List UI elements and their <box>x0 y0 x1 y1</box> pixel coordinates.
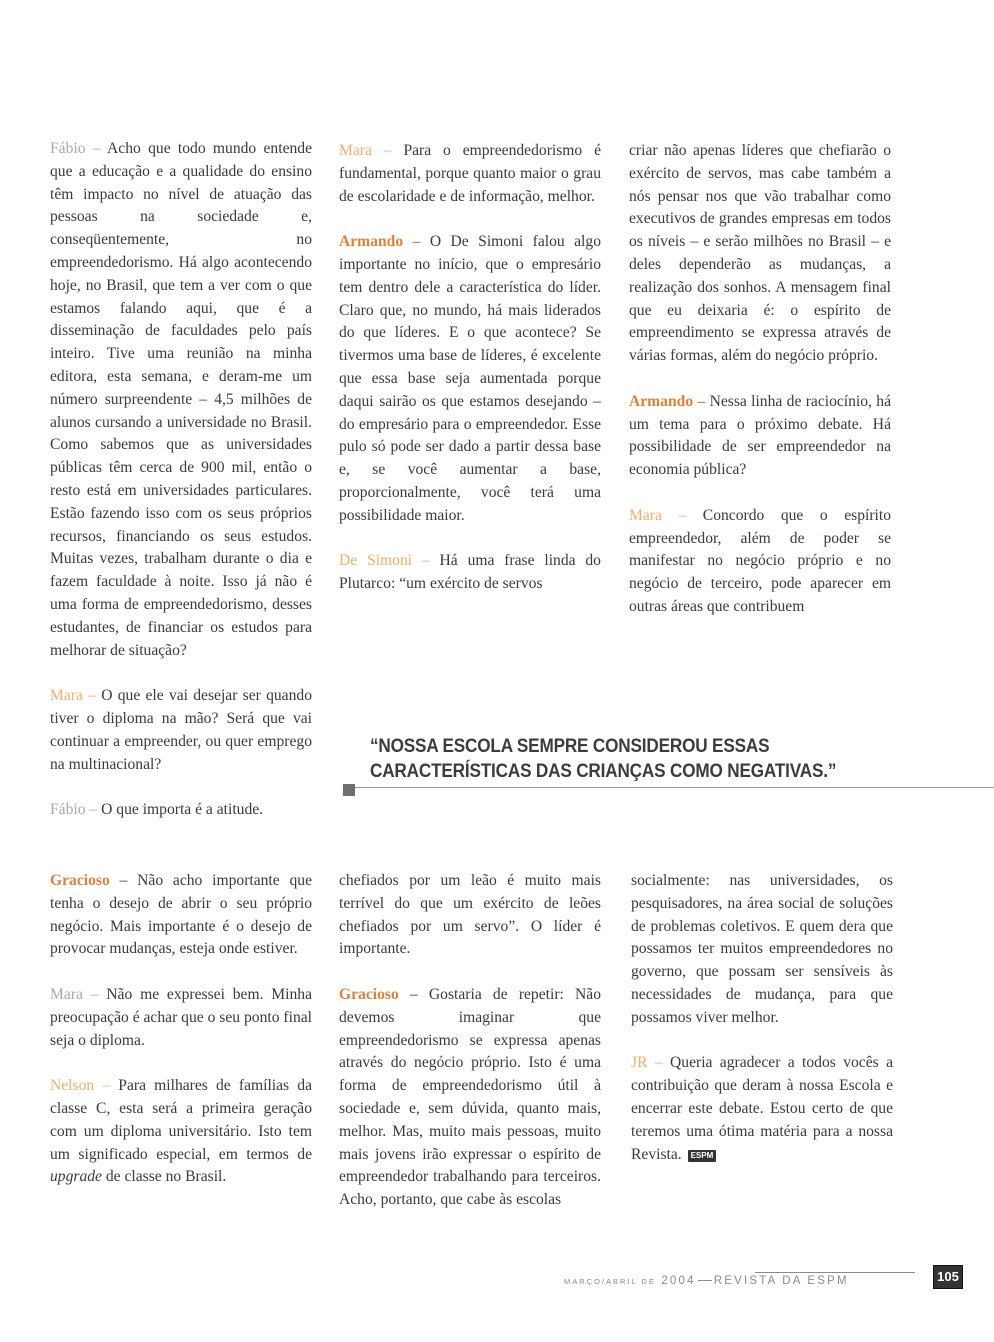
paragraph-mara-1 <box>50 685 312 776</box>
paragraph-fabio-1 <box>50 138 312 662</box>
speaker-name: Nelson <box>50 1077 95 1095</box>
pull-quote-line-2: CARACTERÍSTICAS DAS CRIANÇAS COMO NEGATIVAS.” <box>370 760 837 782</box>
paragraph-text-end: de classe no Brasil. <box>101 1168 227 1186</box>
speaker-name: Gracioso <box>339 985 399 1003</box>
speaker-separator: – <box>82 985 107 1003</box>
speaker-separator: – <box>82 687 102 705</box>
footer-dash <box>698 1280 712 1281</box>
paragraph-text: Não me expressei bem. Minha preocupação é achar que o seu ponto final seja o diploma. <box>50 985 312 1049</box>
paragraph-text: Gostaria de repetir: Não devemos imaginar que empreendedorismo se expressa apenas através do negócio próprio. Isto é uma forma de empreendedorismo útil à sociedade e, sem dúvida, quanto mais, melhor. Mas, muito mais pessoas, muito mais jovens irão expressar o espírito de empreendedor trabalhando para terceiros. Acho, portanto, que cabe às escolas <box>339 985 601 1209</box>
paragraph-armando-2 <box>629 391 891 482</box>
speaker-name: Armando <box>339 233 404 251</box>
paragraph-text: criar não apenas líderes que chefiarão o exército de servos, mas cabe também a nós pensar nos que vão trabalhar como executivos de grandes empresas em todos os níveis – e serão milhões no Brasil – e deles dependerão as mudanças, a realização dos sonhos. A mensagem final que eu deixaria é: o espírito de empreendimento se expressa através de várias formas, além do negócio próprio. <box>629 142 891 365</box>
speaker-separator: – <box>661 506 703 524</box>
column-2-top <box>339 140 601 619</box>
pull-quote-rule <box>343 787 994 788</box>
pull-quote-line-1: “NOSSA ESCOLA SEMPRE CONSIDEROU ESSAS <box>370 735 770 757</box>
speaker-separator: – <box>85 140 108 157</box>
paragraph-text: Não acho importante que tenha o desejo de abrir o seu próprio negócio. Mais importante é o desejo de provocar mudanças, esteja onde estiver. <box>50 872 312 958</box>
emphasis-text: upgrade <box>50 1168 102 1186</box>
paragraph-continuation-3 <box>629 140 891 368</box>
speaker-separator: – <box>371 142 404 159</box>
paragraph-text: O que ele vai desejar ser quando tiver o diploma na mão? Será que vai continuar a empreender, ou quer emprego na multinacional? <box>50 687 312 773</box>
pull-quote <box>370 734 863 784</box>
footer-issue: MARÇO/ABRIL DE <box>564 1277 656 1286</box>
espm-end-logo: ESPM <box>688 1150 717 1162</box>
column-3-bottom <box>631 870 893 1189</box>
paragraph-text: Nessa linha de raciocínio, há um tema para o próximo debate. Há possibilidade de ser empreendedor na economia pública? <box>629 392 891 479</box>
page-number: 105 <box>933 1265 963 1289</box>
paragraph-text: socialmente: nas universidades, os pesquisadores, na área social de soluções de problemas coletivos. E quem dera que possamos ter muitos empreendedores no governo, que possam ser sensíveis às necessidades de mudança, para que possamos viver melhor. <box>631 872 893 1026</box>
speaker-name: Armando <box>629 392 694 410</box>
footer-rule <box>755 1272 915 1273</box>
paragraph-continuation-2 <box>339 870 601 961</box>
column-2-bottom <box>339 870 601 1235</box>
speaker-separator: – <box>94 1077 119 1095</box>
speaker-name: Mara <box>50 687 83 705</box>
speaker-name: Mara <box>629 506 662 524</box>
speaker-separator: – <box>109 872 138 889</box>
page-footer <box>564 1275 916 1287</box>
speaker-name: Fábio <box>50 801 86 819</box>
paragraph-text: Para o empreendedorismo é fundamental, porque quanto maior o grau de escolaridade e de informação, melhor. <box>339 142 602 205</box>
speaker-name: Gracioso <box>50 872 110 889</box>
speaker-separator: – <box>647 1054 671 1072</box>
speaker-separator: – <box>403 233 430 251</box>
paragraph-gracioso-2 <box>339 984 601 1212</box>
paragraph-text: Queria agradecer a todos vocês a contribuição que deram à nossa Escola e encerrar este debate. Estou certo de que teremos uma ótima matéria para a nossa Revista. <box>631 1054 893 1163</box>
speaker-separator: – <box>412 552 440 570</box>
paragraph-de-simoni <box>339 550 601 596</box>
speaker-separator: – <box>85 801 102 819</box>
speaker-name: Fábio <box>50 140 86 157</box>
footer-magazine: REVISTA DA ESPM <box>713 1275 849 1287</box>
speaker-name: Mara <box>339 142 372 159</box>
paragraph-text: Há uma frase linda do Plutarco: “um exército de servos <box>339 552 601 593</box>
paragraph-text: chefiados por um leão é muito mais terrível do que um exército de leões chefiados por um servo”. O líder é importante. <box>339 872 601 958</box>
paragraph-text: O que importa é a atitude. <box>101 801 264 819</box>
paragraph-continuation-4 <box>631 870 893 1030</box>
paragraph-text: Concordo que o espírito empreendedor, além de poder se manifestar no negócio próprio e no negócio de terceiro, pode aparecer em outras áreas que contribuem <box>629 506 892 615</box>
pull-quote-square-icon <box>343 784 355 796</box>
speaker-name: De Simoni <box>339 552 413 570</box>
paragraph-gracioso-1 <box>50 870 312 961</box>
paragraph-jr <box>631 1052 893 1166</box>
paragraph-mara-2 <box>50 984 312 1052</box>
footer-year: 2004 <box>661 1275 696 1287</box>
speaker-separator: – <box>693 392 710 410</box>
column-1-top <box>50 138 312 845</box>
paragraph-text: Para milhares de famílias da classe C, esta será a primeira geração com um diploma universitário. Isto tem um significado especial, em termos de <box>50 1077 312 1163</box>
speaker-name: Mara <box>50 985 83 1003</box>
speaker-separator: – <box>398 985 429 1003</box>
paragraph-mara-3 <box>339 140 601 208</box>
column-3-top <box>629 140 891 642</box>
speaker-name: JR <box>631 1054 648 1072</box>
paragraph-text: Acho que todo mundo entende que a educação e a qualidade do ensino têm impacto no nível de atuação das pessoas na sociedade e, conseqüentemente, no empreendedorismo. Há algo acontecendo hoje, no Brasil, que tem a ver com o que estamos falando aqui, que é a disseminação de faculdades pelo país inteiro. Tive uma reunião na minha editora, esta semana, e deram-me um número surpreendente – 4,5 milhões de alunos cursando a universidade no Brasil. Como sabemos que as universidades públicas têm cerca de 900 mil, então o resto está em universidades particulares. Estão fazendo isso com os seus próprios recursos, financiando os seus estudos. Muitas vezes, trabalham durante o dia e fazem faculdade à noite. Isso já não é uma forma de empreendedorismo, desses estudantes, de financiar os estudos para melhorar de situação? <box>50 140 313 659</box>
paragraph-nelson <box>50 1075 312 1189</box>
paragraph-mara-4 <box>629 505 891 619</box>
paragraph-armando-1 <box>339 231 601 527</box>
paragraph-text: O De Simoni falou algo importante no início, que o empresário tem dentro dele a característica do líder. Claro que, no mundo, há mais liderados do que líderes. E o que acontece? Se tivermos uma base de líderes, é excelente que essa base seja aumentada porque daqui sairão os que estamos desejando – do empresário para o empreendedor. Esse pulo só pode ser dado a partir dessa base e, se você aumentar a base, proporcionalmente, você terá uma possibilidade maior. <box>339 233 601 524</box>
paragraph-fabio-2 <box>50 799 312 822</box>
column-1-bottom <box>50 870 312 1212</box>
